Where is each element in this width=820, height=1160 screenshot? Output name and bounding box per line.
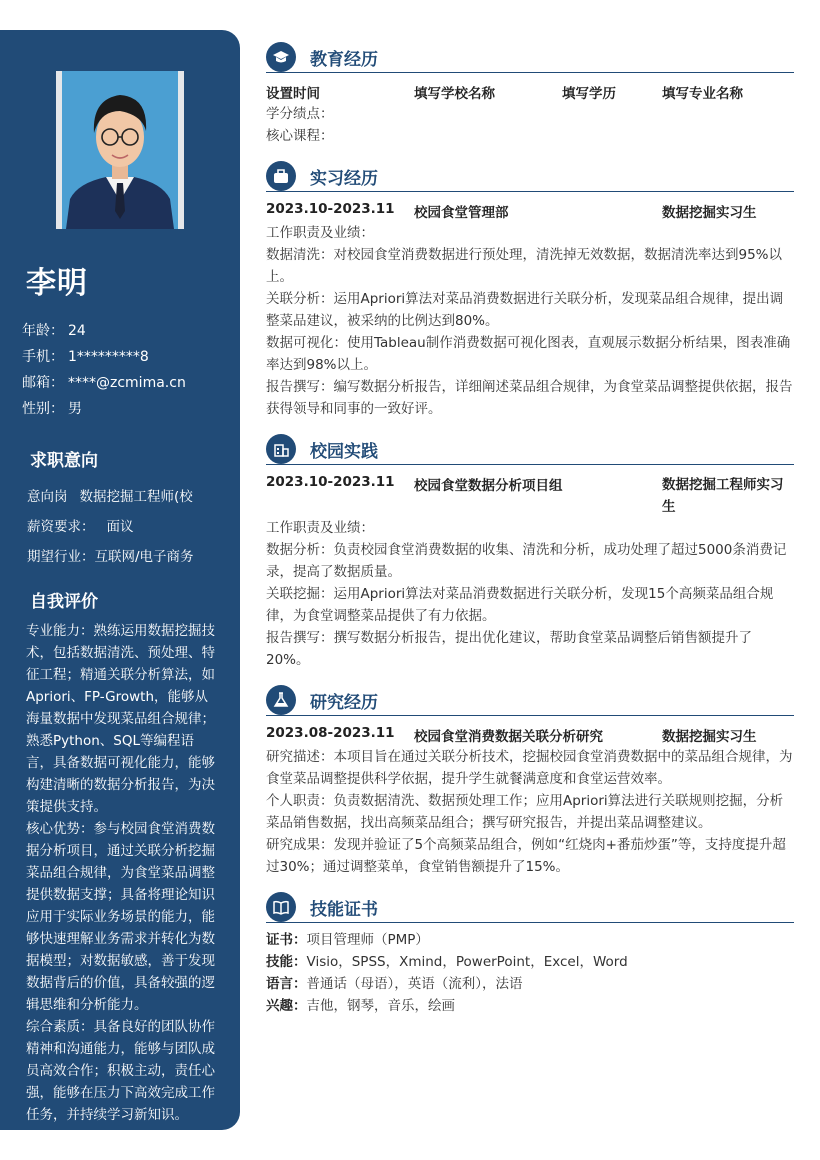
research-header [266,685,794,716]
self-eval-text [26,620,216,1126]
briefcase-icon [266,161,296,191]
education-title: 教育经历 [310,50,378,70]
skill-cert: 证书：项目管理师（PMP） [266,932,429,948]
intent-industry: 期望行业：互联网/电子商务 [27,549,194,565]
campus-row: 2023.10-2023.11 校园食堂数据分析项目组 数据挖掘工程师实习生 [266,474,784,515]
campus-details: 工作职责及业绩： 数据分析：负责校园食堂消费数据的收集、清洗和分析，成功处理了超过5000条消费记录，提高了数据质量。 关联挖掘：运用Apriori算法对菜品消费数据进行关联分析，发现15个高频菜品组合规律，为食堂调整菜品提供了有力依据。 报告撰写：撰写数据分析报告，提出优化建议，帮助食堂菜品调整后销售额提升了20%。 [266,520,787,668]
self-eval-quality: 综合素质：具备良好的团队协作精神和沟通能力，能够与团队成员高效合作；积极主动，责任心强，能够在压力下高效完成工作任务，并持续学习新知识。 [26,1019,215,1123]
intent-position: 意向岗 数据挖掘工程师(校 [27,489,193,505]
research-details: 研究描述：本项目旨在通过关联分析技术，挖掘校园食堂消费数据中的菜品组合规律，为食堂菜品调整提供科学依据，提升学生就餐满意度和食堂运营效率。 个人职责：负责数据清洗、数据预处理工作；应用Apriori算法进行关联规则挖掘，分析菜品销售数据，找出高频菜品组合；撰写研究报告，并提出菜品调整建议。 研究成果：发现并验证了5个高频菜品组合，例如“红烧肉+番茄炒蛋”等，支持度提升超过30%；通过调整菜单，食堂销售额提升了15%。 [266,749,793,875]
campus-title: 校园实践 [310,442,378,462]
skill-language: 语言：普通话（母语），英语（流利），法语 [266,976,523,992]
education-details: 学分绩点： 核心课程： [266,106,334,144]
internship-header [266,161,794,192]
intent-salary: 薪资要求： 面议 [27,519,134,535]
skills-title: 技能证书 [310,900,378,920]
self-eval-advantage: 核心优势：参与校园食堂消费数据分析项目，通过关联分析挖掘菜品组合规律，为食堂菜品调整提供数据支撑；具备将理论知识应用于实际业务场景的能力，能够快速理解业务需求并转化为数据模型；对数据敏感，善于发现数据背后的价值，具备较强的逻辑思维和分析能力。 [26,821,215,1013]
self-eval-professional: 专业能力：熟练运用数据挖掘技术，包括数据清洗、预处理、特征工程；精通关联分析算法，如Apriori、FP-Growth，能够从海量数据中发现菜品组合规律；熟悉Python、SQL等编程语言，具备数据可视化能力，能够构建清晰的数据分析报告，为决策提供支持。 [26,623,215,815]
info-phone: 手机： 1*********8 [22,349,149,365]
internship-details: 工作职责及业绩： 数据清洗：对校园食堂消费数据进行预处理，清洗掉无效数据，数据清洗率达到95%以上。 关联分析：运用Apriori算法对菜品消费数据进行关联分析，发现菜品组合规律，提出调整菜品建议，被采纳的比例达到80%。 数据可视化：使用Tableau制作消费数据可视化图表，直观展示数据分析结果，图表准确率达到98%以上。 报告撰写：编写数据分析报告，详细阐述菜品组合规律，为食堂菜品调整提供依据，报告获得领导和同事的一致好评。 [266,225,793,417]
building-icon [266,434,296,464]
education-header [266,42,794,73]
intent-heading: 求职意向 [30,451,98,471]
graduation-cap-icon [266,42,296,72]
internship-title: 实习经历 [310,169,378,189]
skills-list [266,929,794,1017]
info-age: 年龄： 24 [22,323,86,339]
sidebar [0,30,240,1130]
profile-photo [56,71,184,229]
flask-icon [266,685,296,715]
info-gender: 性别： 男 [22,401,82,417]
info-email: 邮箱： ****@zcmima.cn [22,375,186,391]
skill-tools: 技能：Visio，SPSS，Xmind，PowerPoint，Excel，Word [266,954,628,970]
book-icon [266,892,296,922]
self-eval-heading: 自我评价 [30,592,98,612]
skills-header [266,892,794,923]
candidate-name: 李明 [26,266,88,301]
skill-interest: 兴趣：吉他，钢琴，音乐，绘画 [266,998,455,1014]
research-title: 研究经历 [310,693,378,713]
campus-header [266,434,794,465]
